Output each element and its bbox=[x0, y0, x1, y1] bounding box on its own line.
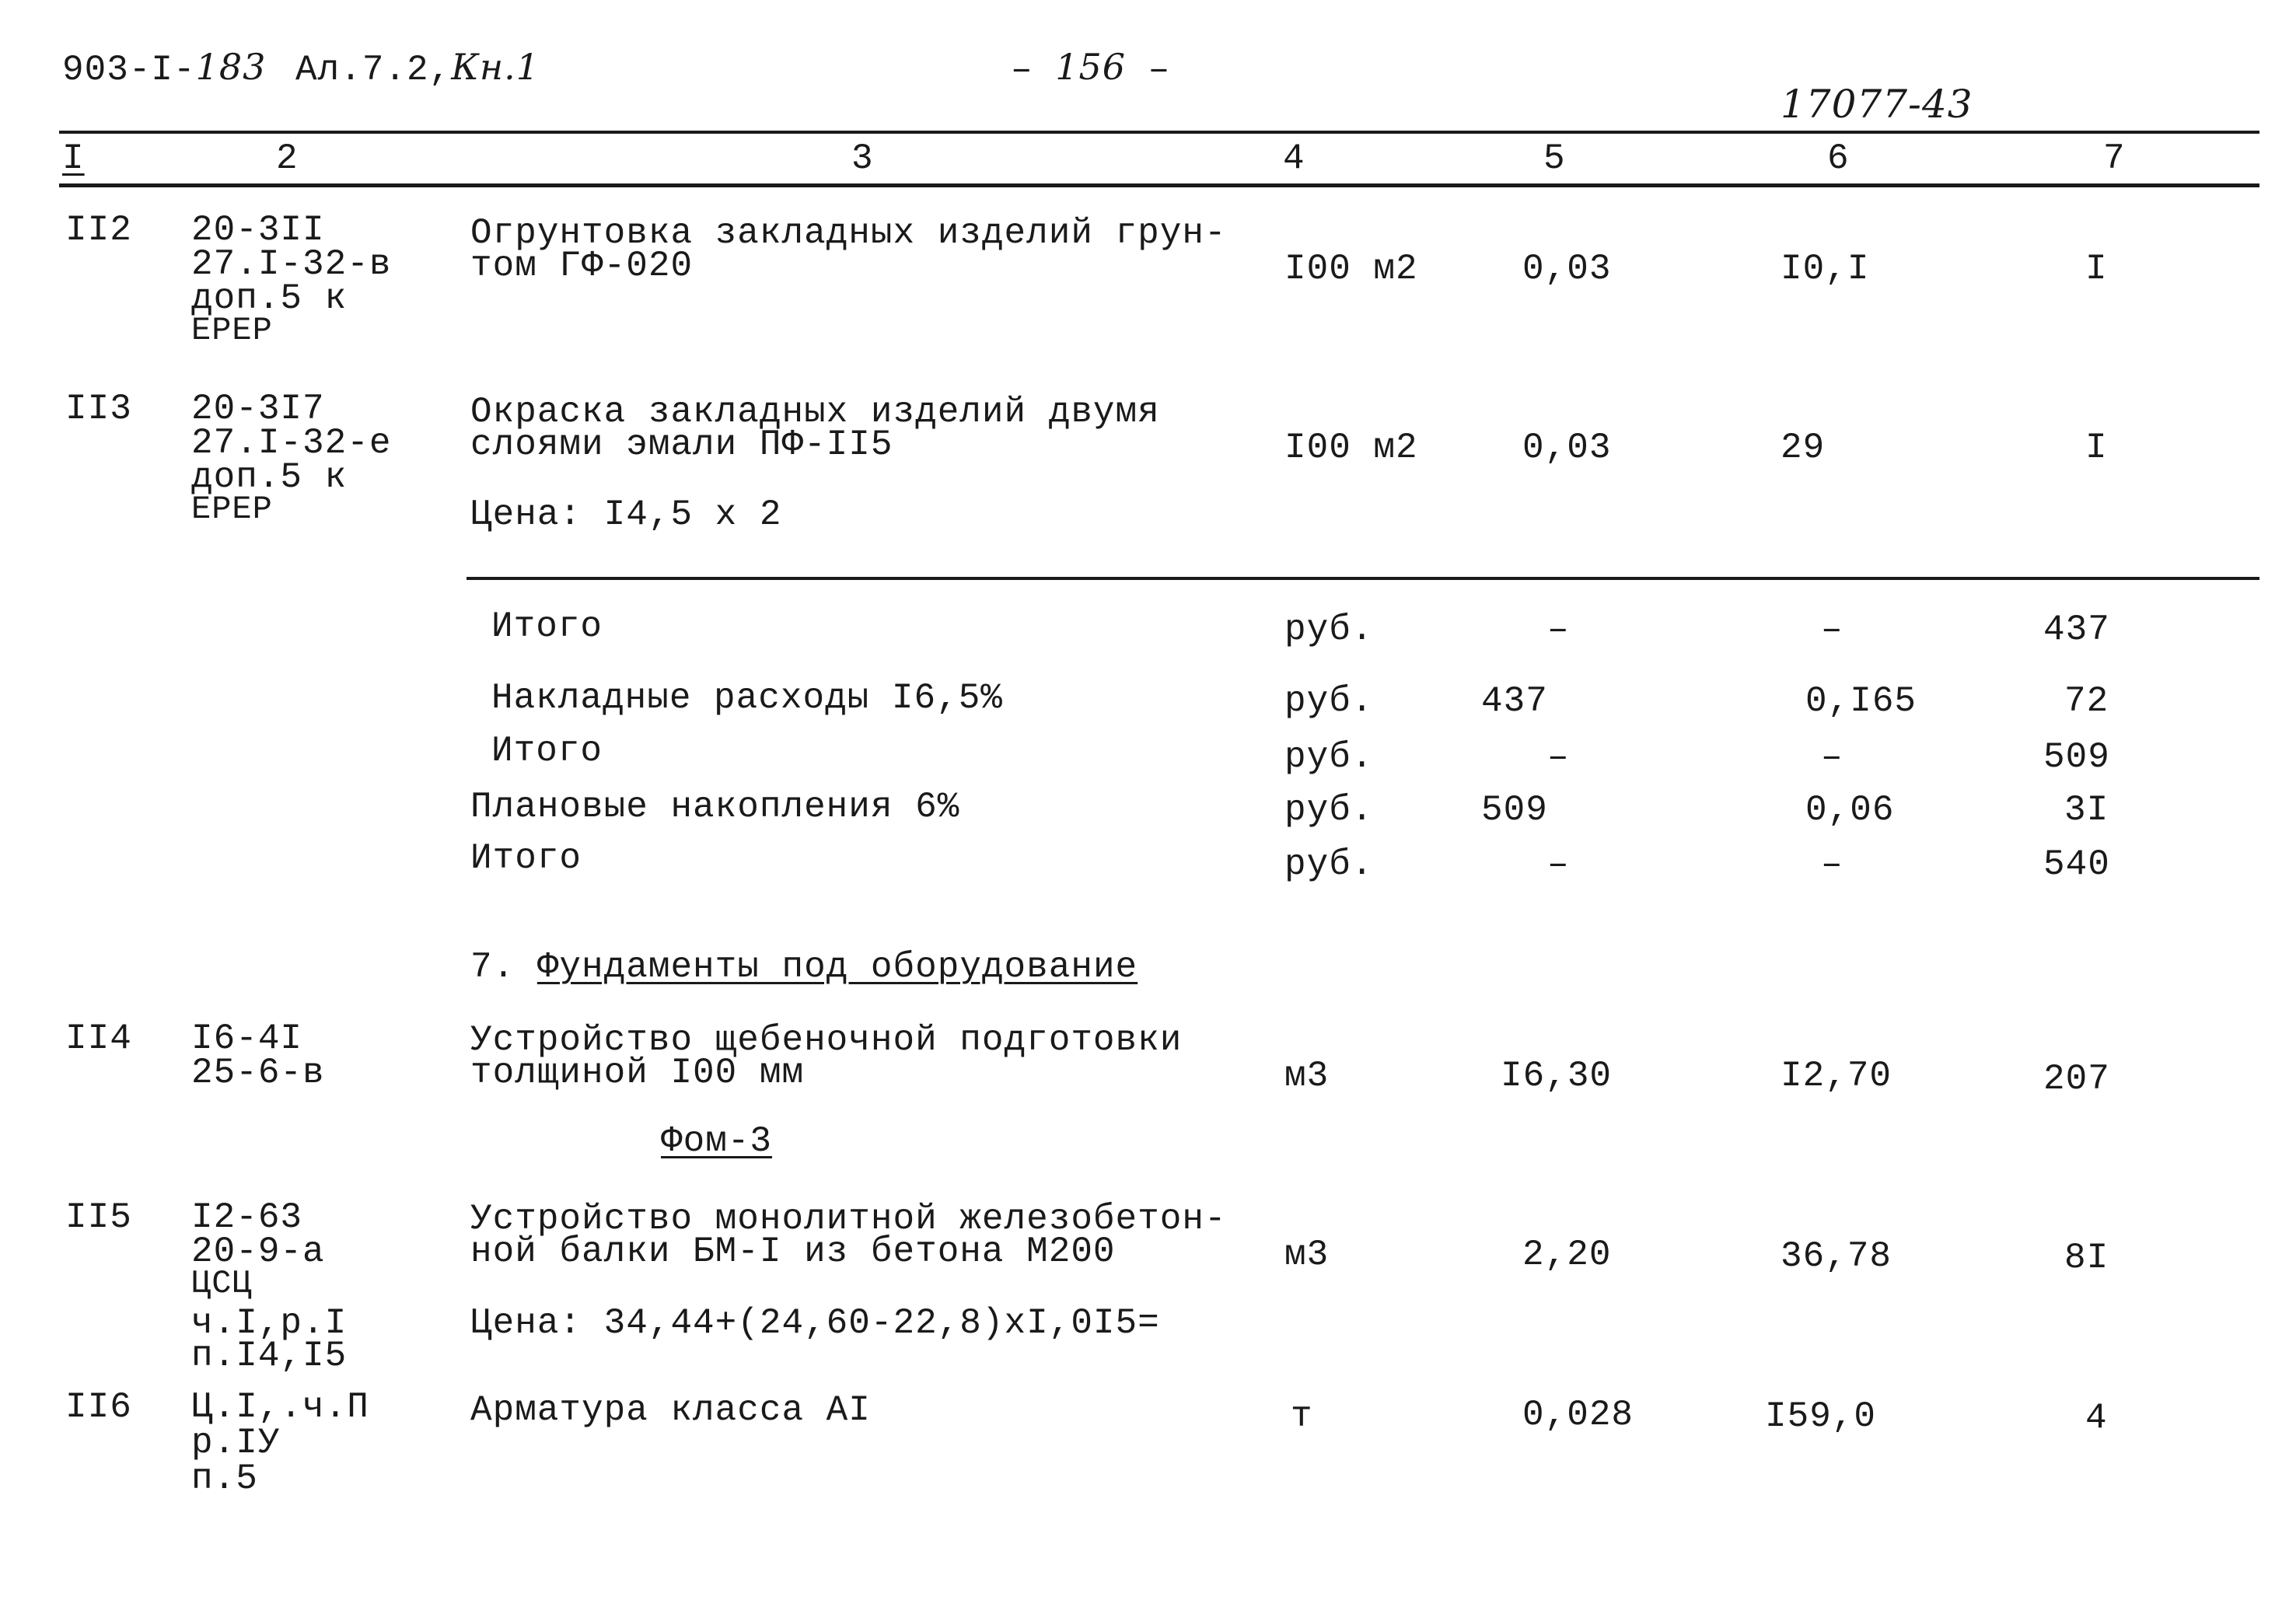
section-number: 7. bbox=[470, 947, 515, 987]
row-number: II5 bbox=[65, 1197, 132, 1238]
row-code-line: 25-6-в bbox=[191, 1053, 325, 1093]
summary-col6: 0,I65 bbox=[1805, 681, 1917, 721]
summary-col6: – bbox=[1821, 610, 1843, 650]
summary-col7: 3I bbox=[2064, 790, 2109, 830]
summary-unit: руб. bbox=[1284, 790, 1374, 830]
row-code-line: 27.I-32-е bbox=[191, 423, 392, 463]
row-code-line: п.5 bbox=[191, 1459, 258, 1499]
summary-col6: – bbox=[1821, 844, 1843, 885]
col-header-7: 7 bbox=[2103, 138, 2126, 179]
summary-col5: 509 bbox=[1481, 790, 1548, 830]
row-description-line: Устройство монолитной железобетон- bbox=[470, 1199, 1227, 1239]
row-code-line: 20-9-а bbox=[191, 1231, 325, 1272]
col-header-3: 3 bbox=[851, 138, 874, 179]
row-number: II2 bbox=[65, 210, 132, 250]
row-description-line: Устройство щебеночной подготовки bbox=[470, 1020, 1183, 1060]
summary-unit: руб. bbox=[1284, 610, 1374, 650]
album-ref bbox=[295, 46, 540, 90]
row-description-line: Арматура класса АI bbox=[470, 1390, 871, 1431]
top-rule bbox=[59, 131, 2259, 134]
row-price: I2,70 bbox=[1781, 1056, 1892, 1096]
summary-unit: руб. bbox=[1284, 844, 1374, 885]
row-code-line: 27.I-32-в bbox=[191, 244, 392, 285]
summary-col5: – bbox=[1547, 610, 1570, 650]
row-code-line: 20-3II bbox=[191, 210, 325, 250]
row-price: I0,I bbox=[1781, 249, 1870, 289]
summary-col5: 437 bbox=[1481, 681, 1548, 721]
row-total: 8I bbox=[2064, 1238, 2109, 1278]
row-code-line: доп.5 к bbox=[191, 278, 348, 319]
section-heading bbox=[470, 947, 1138, 987]
book-handwritten: Кн.1 bbox=[451, 46, 540, 88]
row-number: II3 bbox=[65, 389, 132, 429]
summary-label: Итого bbox=[491, 606, 603, 647]
inventory-number: 17077-43 bbox=[1781, 82, 1973, 127]
row-quantity: 0,028 bbox=[1522, 1395, 1634, 1435]
row-number: II4 bbox=[65, 1018, 132, 1059]
summary-unit: руб. bbox=[1284, 737, 1374, 777]
row-description-line: том ГФ-020 bbox=[470, 246, 694, 286]
row-code-line: Ц.I,.ч.П bbox=[191, 1387, 369, 1427]
row-price-note: Цена: I4,5 x 2 bbox=[470, 494, 782, 535]
row-code-line: доп.5 к bbox=[191, 457, 348, 498]
row-quantity: 0,03 bbox=[1522, 249, 1612, 289]
row-unit: I00 м2 bbox=[1284, 428, 1418, 468]
col-header-5: 5 bbox=[1543, 138, 1566, 179]
summary-label: Итого bbox=[470, 838, 582, 879]
row-code-line: 20-3I7 bbox=[191, 389, 325, 429]
row-unit: м3 bbox=[1284, 1056, 1330, 1096]
summary-col5: – bbox=[1547, 737, 1570, 777]
row-total: I bbox=[2085, 428, 2108, 468]
col-header-2: 2 bbox=[276, 138, 299, 179]
album-text: Ал.7.2, bbox=[295, 50, 452, 90]
row-description-line: толщиной I00 мм bbox=[470, 1053, 805, 1093]
row-total: 4 bbox=[2085, 1398, 2108, 1438]
row-price: 29 bbox=[1781, 428, 1826, 468]
row-price: 36,78 bbox=[1781, 1236, 1892, 1277]
summary-col6: 0,06 bbox=[1805, 790, 1895, 830]
row-code-line: I6-4I bbox=[191, 1018, 303, 1059]
section-title: Фундаменты под оборудование bbox=[536, 947, 1138, 987]
summary-col7: 437 bbox=[2043, 610, 2110, 650]
col-header-6: 6 bbox=[1827, 138, 1850, 179]
row-number: II6 bbox=[65, 1387, 132, 1427]
row-unit: м3 bbox=[1284, 1235, 1330, 1275]
doc-code-text: 903-I- bbox=[62, 50, 196, 90]
row-code-line: ЕРЕР bbox=[191, 491, 273, 528]
row-total: 207 bbox=[2043, 1059, 2110, 1099]
summary-unit: руб. bbox=[1284, 681, 1374, 721]
row-unit: т bbox=[1291, 1396, 1313, 1437]
doc-code bbox=[62, 46, 267, 90]
row-code-line: I2-63 bbox=[191, 1197, 303, 1238]
page-number: – 156 – bbox=[1011, 46, 1171, 90]
summary-col7: 540 bbox=[2043, 844, 2110, 885]
summary-rule bbox=[467, 577, 2259, 580]
summary-label: Накладные расходы I6,5% bbox=[491, 678, 1003, 718]
summary-label: Плановые накопления 6% bbox=[470, 787, 960, 827]
row-description-line: Окраска закладных изделий двумя bbox=[470, 392, 1160, 432]
doc-code-handwritten: 183 bbox=[195, 46, 267, 88]
summary-col7: 509 bbox=[2043, 737, 2110, 777]
row-code-line: ч.I,р.I bbox=[191, 1303, 348, 1343]
row-code-line: р.IУ bbox=[191, 1423, 281, 1463]
row-code-line: ЕРЕР bbox=[191, 312, 273, 349]
row-unit: I00 м2 bbox=[1284, 249, 1418, 289]
summary-col6: – bbox=[1821, 737, 1843, 777]
summary-col5: – bbox=[1547, 844, 1570, 885]
row-description-line: Огрунтовка закладных изделий грун- bbox=[470, 213, 1227, 253]
row-price-note: Цена: 34,44+(24,60-22,8)xI,0I5= bbox=[470, 1303, 1160, 1343]
summary-col7: 72 bbox=[2064, 681, 2109, 721]
row-quantity: 0,03 bbox=[1522, 428, 1612, 468]
page-number-handwritten: 156 bbox=[1055, 46, 1127, 88]
row-price: I59,0 bbox=[1765, 1396, 1877, 1437]
col-header-4: 4 bbox=[1283, 138, 1305, 179]
row-quantity: I6,30 bbox=[1501, 1056, 1613, 1096]
summary-label: Итого bbox=[491, 731, 603, 771]
row-code-line: ЦСЦ bbox=[191, 1265, 253, 1302]
col-header-1: I bbox=[62, 138, 85, 179]
row-total: I bbox=[2085, 249, 2108, 289]
row-quantity: 2,20 bbox=[1522, 1235, 1612, 1275]
subheading-form: Фом-3 bbox=[661, 1121, 773, 1162]
row-description-line: слоями эмали ПФ-II5 bbox=[470, 424, 893, 465]
row-code-line: п.I4,I5 bbox=[191, 1336, 348, 1376]
row-description-line: ной балки БМ-I из бетона М200 bbox=[470, 1231, 1116, 1272]
header-rule bbox=[59, 183, 2259, 187]
